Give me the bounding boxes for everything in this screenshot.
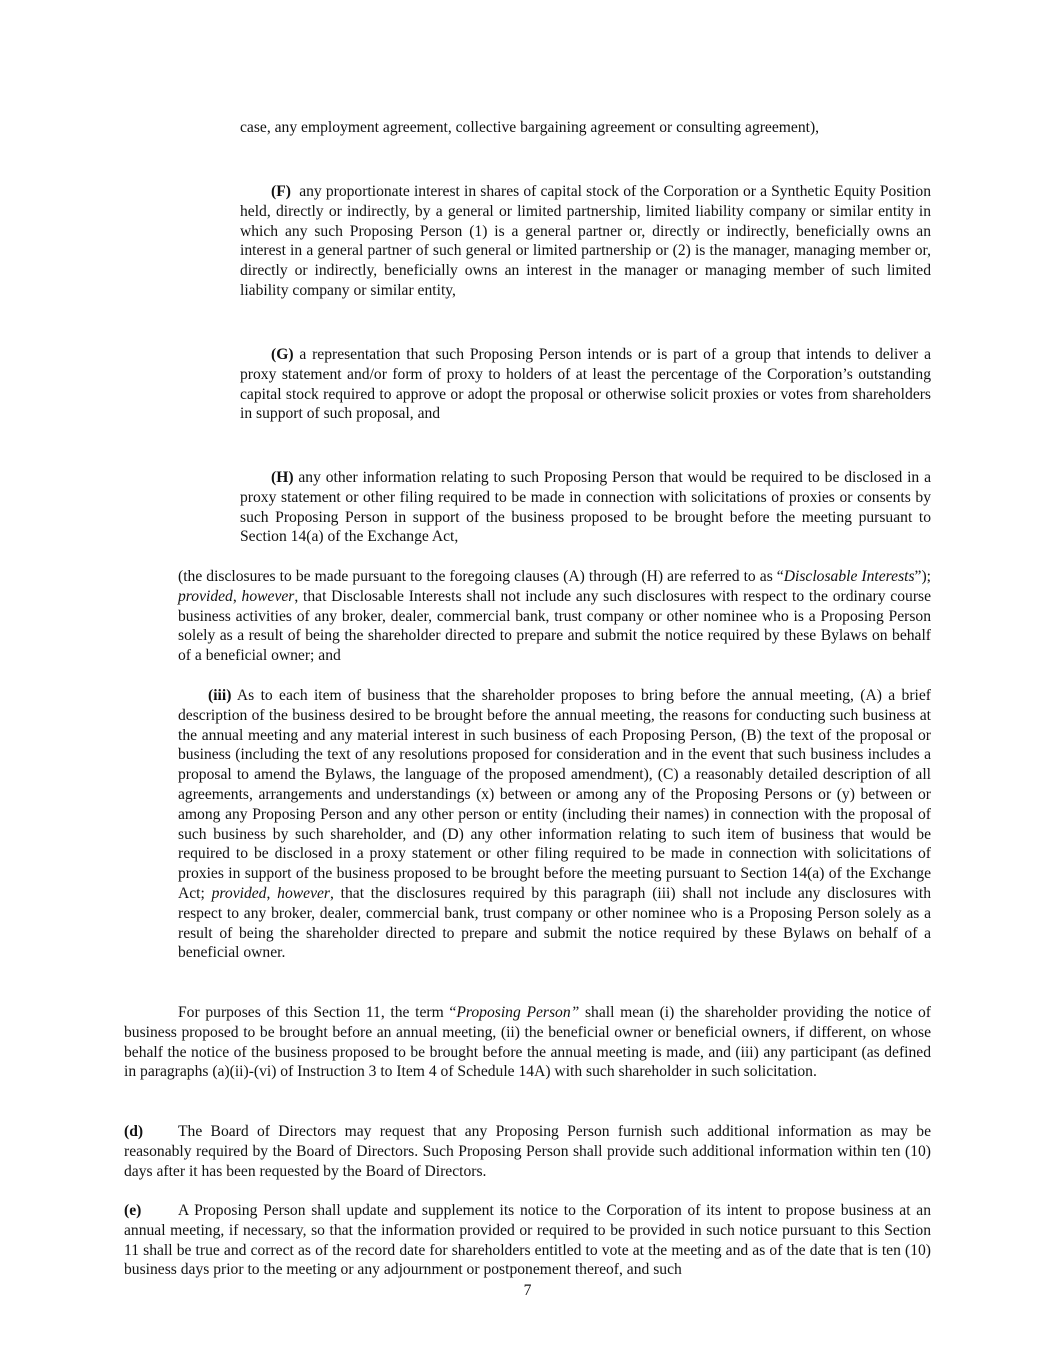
clause-d-text: The Board of Directors may request that any Proposing Person furnish such additional information as may be reasonably required by the Board of Directors. Such Proposing Person shall provide such additional information within ten (10) days after it has been requested by the Board of Directors.: [124, 1123, 931, 1180]
disclosable-interests-paragraph: [178, 567, 931, 666]
clause-h-text: any other information relating to such Proposing Person that would be required to be disclosed in a proxy statement or other filing required to be made in connection with solicitations of proxies or consents by such Proposing Person in support of the business proposed to be brought before the meeting pursuant to Section 14(a) of the Exchange Act,: [240, 469, 931, 546]
clause-d-label: (d): [124, 1123, 144, 1140]
clause-g-text: a representation that such Proposing Person intends or is part of a group that intends to deliver a proxy statement and/or form of proxy to holders of at least the percentage of the Corporation’s outstanding capital stock required to approve or adopt the proposal or otherwise solicit proxies or votes from shareholders in support of such proposal, and: [240, 346, 931, 423]
text-run: (the disclosures to be made pursuant to the foregoing clauses (A) through (H) are referred to as “: [178, 568, 784, 585]
provided-term: provided: [178, 587, 233, 605]
however-term: however: [241, 587, 295, 605]
text-run: ”);: [914, 568, 931, 585]
text-run: shall mean (i) the shareholder providing the notice of business proposed to be brought before an annual meeting, (ii) the beneficial owner or beneficial owners, if different, on whose behalf the notice of the business proposed to be brought before the annual meeting is made, and (iii) any participant (as defined in paragraphs (a)(ii)-(vi) of Instruction 3 to Item 4 of Schedule 14A) with such shareholder in such solicitation.: [124, 1004, 931, 1081]
text-run: , that Disclosable Interests shall not include any such disclosures with respect to the ordinary course business activities of any broker, dealer, commercial bank, trust company or other nominee who is a Proposing Person solely as a result of being the shareholder directed to prepare and submit the notice required by these Bylaws on behalf of a beneficial owner; and: [178, 587, 932, 665]
clause-e: [124, 1201, 931, 1280]
clause-d: [124, 1122, 931, 1181]
clause-f-text: any proportionate interest in shares of capital stock of the Corporation or a Synthetic Equity Position held, directly or indirectly, by a general or limited partnership, limited liability company or similar entity in which any such Proposing Person (1) is a general partner or, directly or indirectly, beneficially owns an interest in a general partner of such general or limited partnership or (2) is the manager, managing member or, directly or indirectly, beneficially owns an interest in the manager or managing member of such limited liability company or similar entity,: [240, 183, 931, 299]
defined-term: Disclosable Interests: [783, 568, 915, 585]
clause-g-label: (G): [271, 346, 294, 363]
clause-g: [240, 345, 931, 424]
clause-f: [240, 182, 931, 301]
clause-h-label: (H): [271, 469, 294, 486]
however-term: however: [277, 884, 330, 902]
text-run: ,: [232, 587, 242, 605]
clause-h: [240, 468, 931, 547]
purposes-paragraph: [124, 1003, 931, 1082]
clause-f-label: (F): [271, 183, 291, 200]
text-run: ,: [266, 884, 278, 902]
page-number: 7: [523, 1282, 532, 1299]
defined-term: Proposing Person”: [456, 1004, 580, 1021]
clause-e-label: (e): [124, 1202, 142, 1219]
clause-iii: [178, 686, 931, 963]
text-run: , that the disclosures required by this paragraph (iii) shall not include any disclosures with respect to any broker, dealer, commercial bank, trust company or other nominee who is a Proposing Person solely as a result of being the shareholder directed to prepare and submit the notice required by these Bylaws on behalf of a beneficial owner.: [178, 884, 932, 962]
text-run: As to each item of business that the shareholder proposes to bring before the annual meeting, (A) a brief description of the business desired to be brought before the annual meeting, the reasons for conducting such business at the annual meeting and any material interest in such business of each Proposing Person, (B) the text of the proposal or business (including the text of any resolutions proposed for consideration and in the event that such business includes a proposal to amend the Bylaws, the language of the proposed amendment), (C) a reasonably detailed description of all agreements, arrangements and understandings (x) between or among any of the Proposing Persons or (y) between or among any Proposing Person and any other person or entity (including their names) in connection with the proposal of such business by such shareholder, and (D) any other information relating to such item of business that would be required to be disclosed in a proxy statement or other filing required to be made in connection with solicitations of proxies in support of the business proposed to be brought before the meeting pursuant to Section 14(a) of the Exchange Act;: [178, 687, 931, 902]
clause-iii-label: (iii): [208, 687, 232, 704]
clause-e-text: A Proposing Person shall update and supplement its notice to the Corporation of its intent to propose business at an annual meeting, if necessary, so that the information provided or required to be provided in such notice pursuant to this Section 11 shall be true and correct as of the record date for shareholders entitled to vote at the meeting and as of the date that is ten (10) business days prior to the meeting or any adjournment or postponement thereof, and such: [124, 1202, 931, 1279]
provided-term: provided: [211, 884, 267, 902]
continuation-line: case, any employment agreement, collective bargaining agreement or consulting agreement),: [240, 119, 820, 136]
text-run: For purposes of this Section 11, the term “: [178, 1004, 457, 1021]
